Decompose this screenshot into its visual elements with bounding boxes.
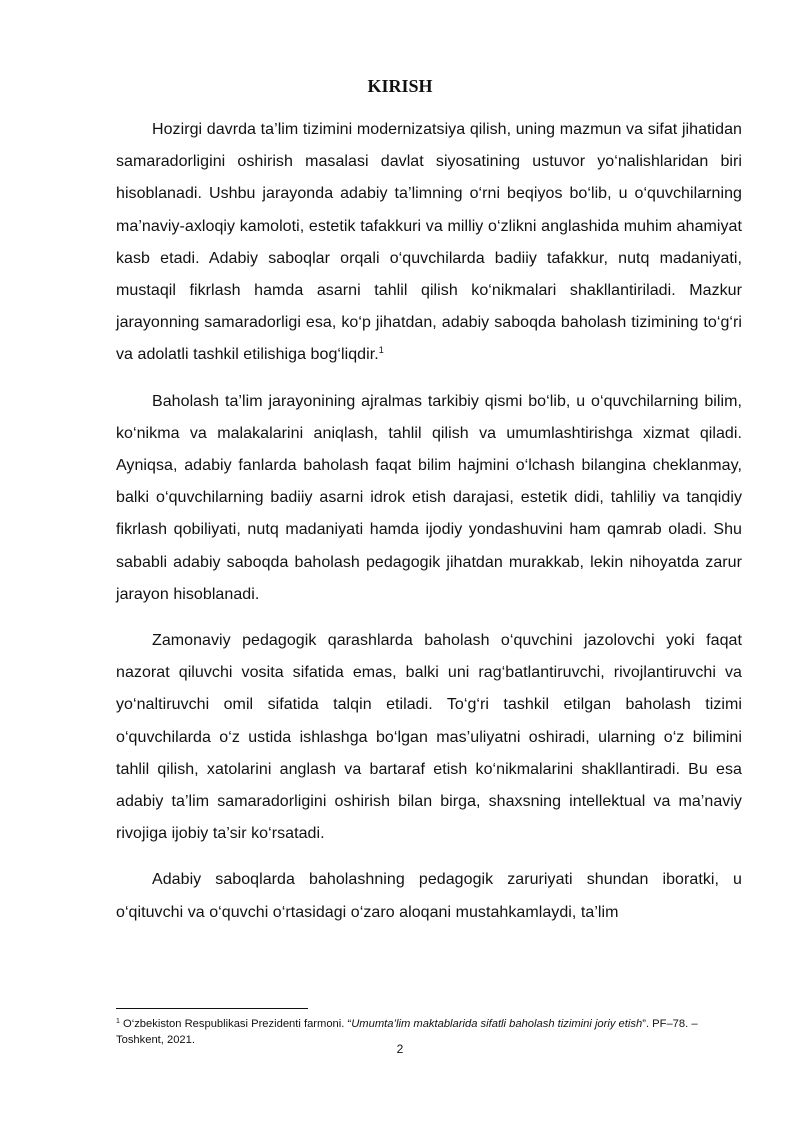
paragraph-3: Zamonaviy pedagogik qarashlarda baholash o‘quvchini jazolovchi yoki faqat nazorat qiluvchi vosita sifatida emas, balki uni rag‘batlantiruvchi, rivojlantiruvchi va yo‘naltiruvchi omil sifatida talqin etiladi. To‘g‘ri tashkil etilgan baholash tizimi o‘quvchilarda o‘z ustida ishlashga bo‘lgan mas’uliyatni oshiradi, ularning o‘z bilimini tahlil qilish, xatolarini anglash va bartaraf etish ko‘nikmalarini shakllantiradi. Bu esa adabiy ta’lim samaradorligini oshirish bilan birga, shaxsning intellektual va ma’naviy rivojiga ijobiy ta’sir ko‘rsatadi. [116, 632, 742, 843]
paragraph-4: Adabiy saboqlarda baholashning pedagogik zaruriyati shundan iboratki, u o‘qituvchi va o‘quvchi o‘rtasidagi o‘zaro aloqani mustahkamlaydi, ta’lim [116, 871, 742, 921]
paragraph-1 [116, 114, 742, 372]
page-number: 2 [396, 1042, 404, 1056]
body-text [116, 114, 742, 929]
paragraph-2: Baholash ta’lim jarayonining ajralmas tarkibiy qismi bo‘lib, u o‘quvchilarning bilim, ko‘nikma va malakalarini aniqlash, tahlil qilish va umumlashtirishga xizmat qiladi. Ayniqsa, adabiy fanlarda baholash faqat bilim hajmini o‘lchash bilangina cheklanmay, balki o‘quvchilarning badiiy asarni idrok etish darajasi, estetik didi, tahliliy va tanqidiy fikrlash qobiliyati, nutq madaniyati hamda ijodiy yondashuvini ham qamrab oladi. Shu sababli adabiy saboqda baholash pedagogik jihatdan murakkab, lekin nihoyatda zarur jarayon hisoblanadi. [116, 392, 742, 603]
footnote-number: 1 [116, 1018, 120, 1025]
footnote-text-after: ”. PF–78. – Toshkent, 2021. [116, 1018, 698, 1046]
paragraph-1-text: Hozirgi davrda ta’lim tizimini modernizatsiya qilish, uning mazmun va sifat jihatidan samaradorligini oshirish masalasi davlat siyosatining ustuvor yo‘nalishlaridan biri hisoblanadi. Ushbu jarayonda adabiy ta’limning o‘rni beqiyos bo‘lib, u o‘quvchilarning ma’naviy-axloqiy kamoloti, estetik tafakkuri va milliy o‘zlikni anglashida muhim ahamiyat kasb etadi. Adabiy saboqlar orqali o‘quvchilarda badiiy tafakkur, nutq madaniyati, mustaqil fikrlash hamda asarni tahlil qilish ko‘nikmalari shakllantiriladi. Mazkur jarayonning samaradorligi esa, ko‘p jihatdan, adabiy saboqda baholash tizimining to‘g‘ri va adolatli tashkil etilishiga bog‘liqdir. [116, 121, 742, 364]
footnote-text-before: O‘zbekiston Respublikasi Prezidenti farmoni. “ [119, 1018, 352, 1030]
section-heading: KIRISH [367, 76, 433, 96]
footnote-title: Umumta’lim maktablarida sifatli baholash tizimini joriy etish [351, 1018, 643, 1030]
footnote-reference[interactable]: 1 [378, 345, 384, 356]
footnote-separator [116, 1008, 308, 1009]
